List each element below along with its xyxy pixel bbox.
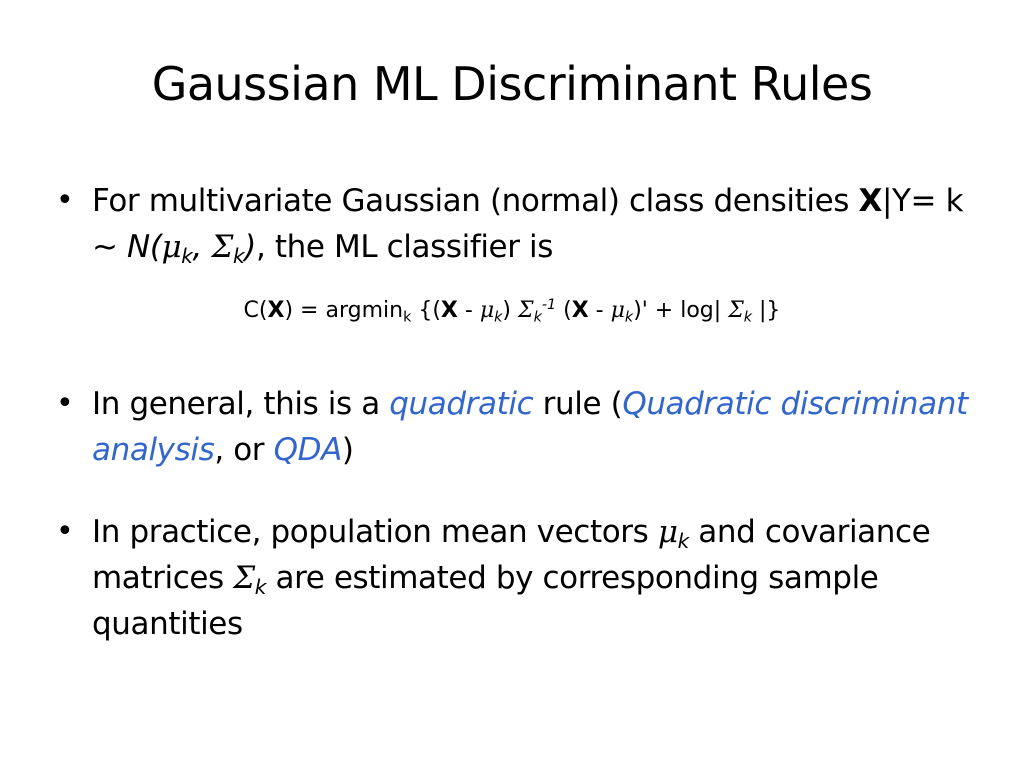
formula-part: |} (752, 298, 781, 323)
text-fragment: |Y= k ~ (92, 183, 964, 265)
text-fragment: rule ( (533, 386, 623, 422)
sigma-symbol: Σ (233, 560, 255, 596)
bullet-marker: • (56, 514, 74, 549)
formula-sub-k: k (743, 309, 753, 326)
formula-sup-inverse: -1 (541, 297, 557, 314)
bullet-item-2 (56, 381, 986, 473)
normal-dist-symbol: N( (127, 229, 162, 265)
subscript-k: k (232, 244, 245, 269)
mu-symbol: μ (161, 229, 182, 265)
text-fragment: ) (341, 432, 354, 468)
random-vector-x: X (858, 183, 882, 219)
formula-mu: μ (610, 298, 625, 323)
bullet-2-text (92, 381, 986, 473)
qda-formula (0, 294, 1024, 328)
bullet-3-text (92, 509, 986, 647)
text-fragment: and covariance matrices (92, 514, 931, 596)
text-fragment: , the ML classifier is (255, 229, 553, 265)
formula-mu: μ (479, 298, 495, 323)
slide-title: Gaussian ML Discriminant Rules (151, 57, 873, 111)
sigma-symbol: Σ (211, 229, 233, 265)
formula-part: {( (411, 298, 441, 323)
formula-sub-k: k (403, 309, 412, 326)
text-fragment: , (192, 229, 212, 265)
text-fragment: In practice, population mean vectors (92, 514, 658, 550)
formula-part: )' + log| (633, 298, 729, 323)
formula-sigma: Σ (518, 298, 534, 323)
text-fragment: For multivariate Gaussian (normal) class densities (92, 183, 859, 219)
bullet-marker: • (56, 386, 74, 421)
text-fragment: , or (214, 432, 274, 468)
term-qda: QDA (273, 432, 342, 468)
text-fragment: are estimated by corresponding sample quantities (92, 560, 879, 642)
bullet-item-3 (56, 509, 986, 647)
subscript-k: k (677, 529, 689, 554)
subscript-k: k (181, 244, 193, 269)
formula-sub-k: k (494, 309, 503, 326)
formula-part: C( (243, 298, 268, 323)
term-qda-full: Quadratic discriminant analysis (92, 386, 968, 468)
bullet-1-text (92, 178, 986, 270)
subscript-k: k (254, 575, 267, 600)
formula-sub-k: k (624, 309, 634, 326)
formula-part: ( (556, 298, 572, 323)
bullet-marker: • (56, 183, 74, 218)
formula-x: X (267, 298, 285, 323)
formula-x: X (571, 298, 589, 323)
term-quadratic: quadratic (389, 386, 534, 422)
text-fragment: ) (244, 229, 256, 265)
bullet-item-1 (56, 178, 986, 270)
mu-symbol: μ (657, 514, 678, 550)
formula-x: X (440, 298, 458, 323)
formula-part: ) = argmin (284, 298, 404, 323)
text-fragment: In general, this is a (92, 386, 390, 422)
formula-part: - (457, 298, 480, 323)
formula-sub-k: k (533, 309, 542, 326)
formula-part: - (588, 298, 611, 323)
formula-sigma: Σ (728, 298, 744, 323)
formula-part: ) (502, 298, 518, 323)
